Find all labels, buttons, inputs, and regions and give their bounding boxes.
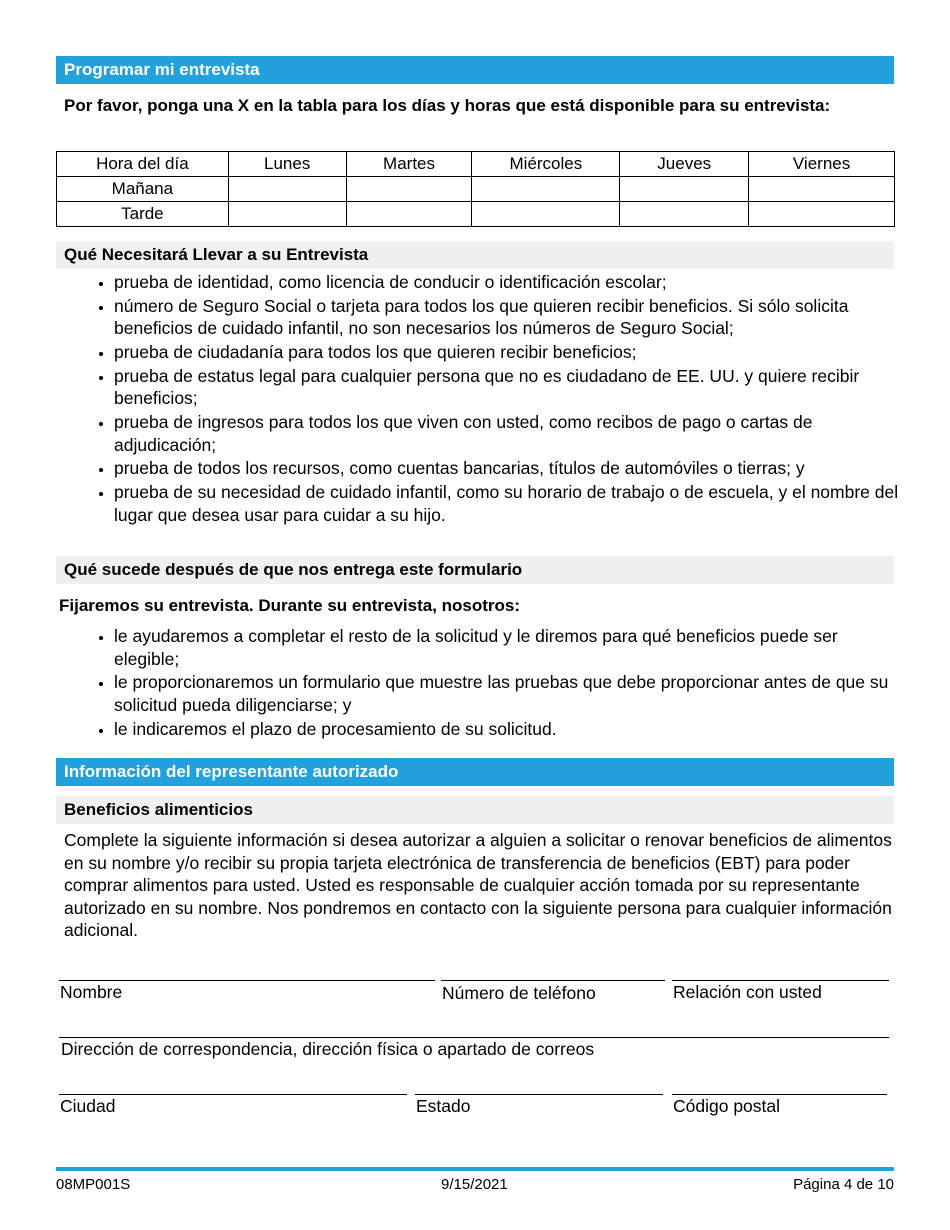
schedule-instruction: Por favor, ponga una X en la tabla para los días y horas que está disponible para su entrevista: xyxy=(64,96,831,115)
address-field-label: Dirección de correspondencia, dirección física o apartado de correos xyxy=(61,1039,595,1059)
availability-cell-afternoon-friday[interactable] xyxy=(749,202,895,227)
page-number: Página 4 de 10 xyxy=(793,1176,894,1193)
column-header: Miércoles xyxy=(472,152,620,177)
footer-divider xyxy=(56,1167,894,1171)
relation-field-label: Relación con usted xyxy=(673,982,822,1002)
availability-cell-afternoon-tuesday[interactable] xyxy=(346,202,472,227)
after-list xyxy=(96,625,904,741)
city-field-label: Ciudad xyxy=(60,1096,116,1116)
table-row xyxy=(57,177,895,202)
availability-cell-morning-wednesday[interactable] xyxy=(472,177,620,202)
list-item: • prueba de todos los recursos, como cuentas bancarias, títulos de automóviles o tierras; y xyxy=(114,457,904,480)
column-header: Hora del día xyxy=(57,152,229,177)
availability-cell-afternoon-monday[interactable] xyxy=(228,202,346,227)
list-item: • le ayudaremos a completar el resto de la solicitud y le diremos para qué beneficios puede ser elegible; xyxy=(114,625,904,670)
availability-cell-morning-thursday[interactable] xyxy=(620,177,749,202)
list-item: • prueba de estatus legal para cualquier persona que no es ciudadano de EE. UU. y quiere recibir beneficios; xyxy=(114,365,904,410)
name-field-label: Nombre xyxy=(60,982,123,1002)
column-header: Lunes xyxy=(228,152,346,177)
phone-field-label: Número de teléfono xyxy=(442,983,596,1003)
rep-section-header: Información del representante autorizado xyxy=(56,758,894,786)
bring-list xyxy=(96,271,904,528)
list-item: • prueba de ingresos para todos los que viven con usted, como recibos de pago o cartas de adjudicación; xyxy=(114,411,904,456)
after-intro: Fijaremos su entrevista. Durante su entrevista, nosotros: xyxy=(59,596,521,615)
bring-section-header: Qué Necesitará Llevar a su Entrevista xyxy=(56,241,894,269)
row-label: Mañana xyxy=(57,177,229,202)
rep-subheader: Beneficios alimenticios xyxy=(56,796,894,824)
list-item: • número de Seguro Social o tarjeta para todos los que quieren recibir beneficios. Si sólo solicita beneficios de cuidado infantil, no son necesarios los números de Seguro Social; xyxy=(114,295,904,340)
availability-cell-afternoon-thursday[interactable] xyxy=(620,202,749,227)
availability-cell-afternoon-wednesday[interactable] xyxy=(472,202,620,227)
availability-cell-morning-monday[interactable] xyxy=(228,177,346,202)
table-header-row xyxy=(57,152,895,177)
rep-paragraph: Complete la siguiente información si desea autorizar a alguien a solicitar o renovar beneficios de alimentos en su nombre y/o recibir su propia tarjeta electrónica de transferencia de beneficios (EBT) para poder comprar alimentos para usted. Usted es responsable de cualquier acción tomada por su representante autorizado en su nombre. Nos pondremos en contacto con la siguiente persona para cualquier información adicional. xyxy=(64,830,892,940)
availability-cell-morning-tuesday[interactable] xyxy=(346,177,472,202)
availability-table xyxy=(56,151,895,227)
list-item: • le indicaremos el plazo de procesamiento de su solicitud. xyxy=(114,718,904,741)
list-item: • le proporcionaremos un formulario que muestre las pruebas que debe proporcionar antes de que su solicitud pueda diligenciarse; y xyxy=(114,671,904,716)
phone-field-line[interactable] xyxy=(441,980,665,981)
column-header: Martes xyxy=(346,152,472,177)
list-item: • prueba de identidad, como licencia de conducir o identificación escolar; xyxy=(114,271,904,294)
form-date: 9/15/2021 xyxy=(441,1176,508,1193)
list-item: • prueba de ciudadanía para todos los que quieren recibir beneficios; xyxy=(114,341,904,364)
state-field-label: Estado xyxy=(416,1096,471,1116)
availability-cell-morning-friday[interactable] xyxy=(749,177,895,202)
zip-field-label: Código postal xyxy=(673,1096,781,1116)
column-header: Jueves xyxy=(620,152,749,177)
after-section-header: Qué sucede después de que nos entrega este formulario xyxy=(56,556,894,584)
schedule-section-header: Programar mi entrevista xyxy=(56,56,894,84)
row-label: Tarde xyxy=(57,202,229,227)
column-header: Viernes xyxy=(749,152,895,177)
list-item: • prueba de su necesidad de cuidado infantil, como su horario de trabajo o de escuela, y el nombre del lugar que desea usar para cuidar a su hijo. xyxy=(114,481,904,526)
table-row xyxy=(57,202,895,227)
form-id: 08MP001S xyxy=(56,1176,131,1193)
